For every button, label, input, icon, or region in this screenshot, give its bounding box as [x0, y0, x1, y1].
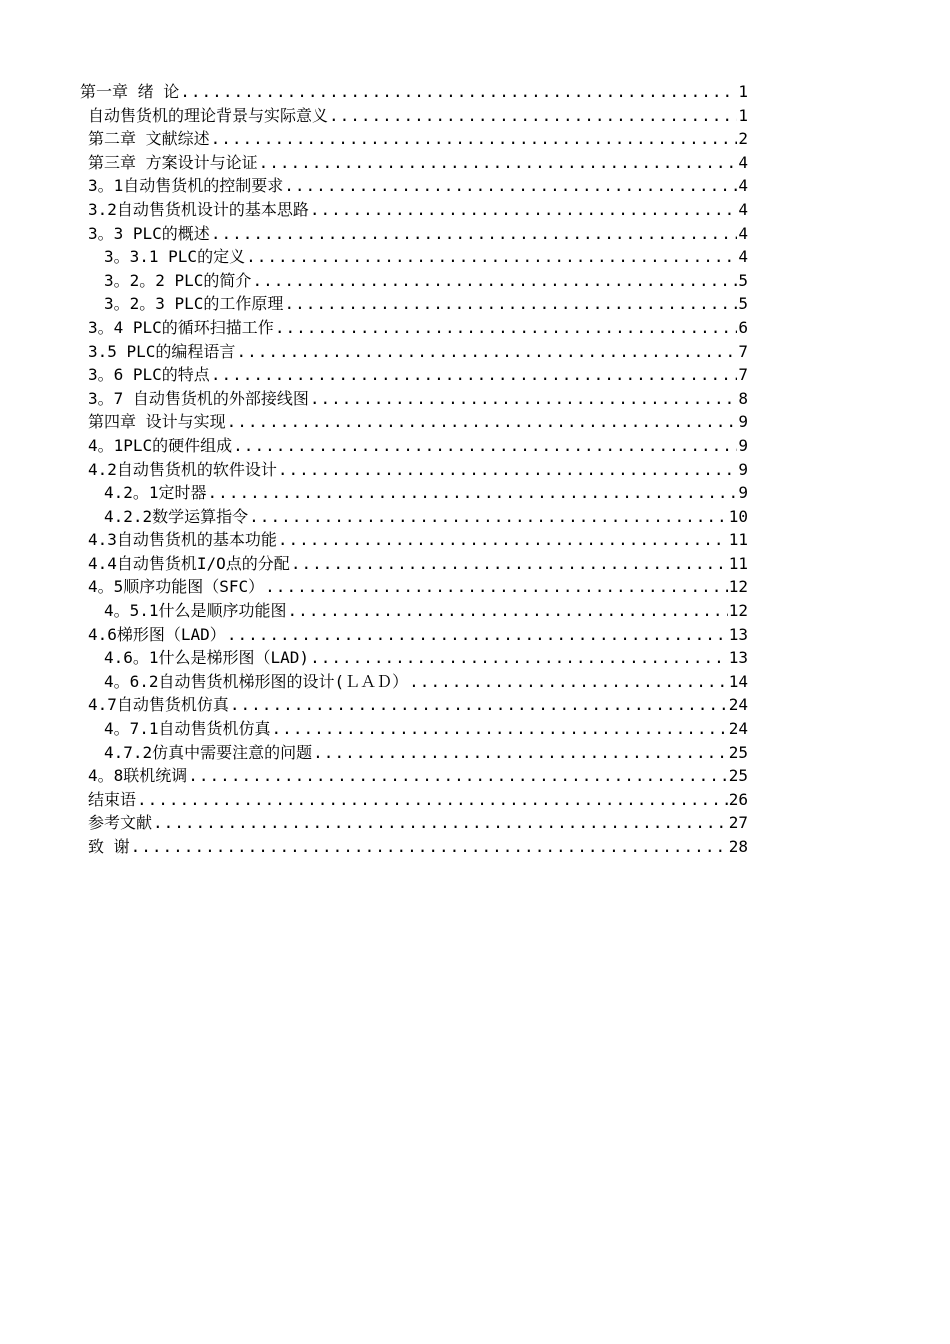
toc-dot-leader	[180, 80, 737, 104]
toc-entry-title: 结束语	[88, 789, 137, 809]
toc-entry[interactable]	[80, 410, 748, 434]
toc-entry-page-number: 9	[738, 412, 748, 432]
toc-entry[interactable]	[80, 434, 748, 458]
toc-entry[interactable]	[80, 717, 748, 741]
table-of-contents	[80, 80, 748, 859]
toc-entry-page-number: 25	[728, 742, 748, 762]
toc-entry[interactable]	[80, 458, 748, 482]
toc-entry-page-number: 4	[738, 199, 748, 219]
toc-entry[interactable]	[80, 811, 748, 835]
toc-dot-leader	[211, 222, 738, 246]
toc-dot-leader	[249, 505, 728, 529]
toc-entry-title: 3。3.1 PLC的定义	[104, 247, 246, 267]
toc-dot-leader	[259, 151, 738, 175]
toc-entry-page-number: 9	[738, 483, 748, 503]
toc-entry[interactable]	[80, 481, 748, 505]
toc-entry-page-number: 26	[728, 789, 748, 809]
toc-entry-title: 3。7 自动售货机的外部接线图	[88, 388, 309, 408]
toc-entry-page-number: 24	[728, 719, 748, 739]
toc-entry[interactable]	[80, 198, 748, 222]
toc-entry-title: 第四章 设计与实现	[88, 412, 226, 432]
toc-dot-leader	[284, 292, 737, 316]
toc-entry-title: 4.2自动售货机的软件设计	[88, 459, 277, 479]
toc-entry[interactable]	[80, 741, 748, 765]
toc-entry-title: 4。7.1自动售货机仿真	[104, 719, 271, 739]
toc-entry-page-number: 24	[728, 695, 748, 715]
toc-dot-leader	[329, 104, 737, 128]
toc-dot-leader	[230, 693, 728, 717]
toc-entry-title: 4.6梯形图（LAD）	[88, 624, 226, 644]
toc-entry-page-number: 2	[738, 129, 748, 149]
toc-dot-leader	[310, 646, 728, 670]
toc-entry-page-number: 11	[728, 530, 748, 550]
toc-entry[interactable]	[80, 174, 748, 198]
toc-dot-leader	[278, 458, 737, 482]
toc-entry-page-number: 4	[738, 176, 748, 196]
toc-dot-leader	[310, 387, 737, 411]
toc-dot-leader	[131, 835, 728, 859]
toc-entry-page-number: 1	[738, 105, 748, 125]
toc-entry-page-number: 10	[728, 506, 748, 526]
toc-entry-page-number: 9	[738, 435, 748, 455]
toc-entry[interactable]	[80, 670, 748, 694]
toc-entry[interactable]	[80, 788, 748, 812]
toc-entry-title: 第二章 文献综述	[88, 129, 210, 149]
toc-dot-leader	[291, 552, 728, 576]
toc-entry[interactable]	[80, 575, 748, 599]
toc-entry[interactable]	[80, 505, 748, 529]
toc-entry-page-number: 6	[738, 317, 748, 337]
toc-entry-title: 4.7.2仿真中需要注意的问题	[104, 742, 313, 762]
toc-dot-leader	[288, 599, 728, 623]
toc-entry-page-number: 1	[738, 82, 748, 101]
toc-entry[interactable]	[80, 340, 748, 364]
toc-entry-page-number: 4	[738, 152, 748, 172]
toc-dot-leader	[137, 788, 728, 812]
toc-dot-leader	[278, 528, 728, 552]
toc-entry[interactable]	[80, 245, 748, 269]
toc-entry-title: 4.4自动售货机I/O点的分配	[88, 553, 290, 573]
toc-dot-leader	[272, 717, 728, 741]
toc-entry[interactable]	[80, 623, 748, 647]
toc-entry-title: 3。1自动售货机的控制要求	[88, 176, 284, 196]
toc-entry-page-number: 7	[738, 365, 748, 385]
toc-entry-page-number: 13	[728, 624, 748, 644]
toc-entry[interactable]	[80, 552, 748, 576]
toc-entry-page-number: 7	[738, 341, 748, 361]
toc-entry-page-number: 13	[728, 648, 748, 668]
toc-entry-page-number: 4	[738, 223, 748, 243]
toc-entry-title: 3。4 PLC的循环扫描工作	[88, 317, 274, 337]
toc-entry-title: 4。8联机统调	[88, 766, 188, 786]
toc-entry[interactable]	[80, 151, 748, 175]
toc-entry-title: 3.2自动售货机设计的基本思路	[88, 199, 309, 219]
toc-entry-title: 4。5顺序功能图（SFC）	[88, 577, 265, 597]
toc-entry[interactable]	[80, 764, 748, 788]
toc-entry[interactable]	[80, 693, 748, 717]
toc-dot-leader	[153, 811, 728, 835]
toc-dot-leader	[227, 410, 738, 434]
toc-entry-title: 4.2。1定时器	[104, 483, 207, 503]
toc-entry-page-number: 8	[738, 388, 748, 408]
toc-dot-leader	[211, 363, 738, 387]
toc-entry-page-number: 5	[738, 270, 748, 290]
toc-dot-leader	[236, 340, 737, 364]
toc-entry[interactable]	[80, 104, 748, 128]
toc-dot-leader	[265, 575, 728, 599]
toc-entry-title: 第一章 绪 论	[80, 82, 180, 101]
toc-entry[interactable]	[80, 387, 748, 411]
toc-entry-title: 第三章 方案设计与论证	[88, 152, 258, 172]
toc-entry-page-number: 4	[738, 247, 748, 267]
toc-entry-title: 4.3自动售货机的基本功能	[88, 530, 277, 550]
toc-entry-page-number: 5	[738, 294, 748, 314]
toc-entry-title: 4.7自动售货机仿真	[88, 695, 229, 715]
toc-dot-leader	[246, 245, 737, 269]
toc-entry-title: 4。5.1什么是顺序功能图	[104, 601, 287, 621]
toc-dot-leader	[211, 127, 738, 151]
toc-entry-title: 3。2。2 PLC的简介	[104, 270, 252, 290]
toc-dot-leader	[188, 764, 727, 788]
toc-entry[interactable]	[80, 528, 748, 552]
toc-entry-title: 4。1PLC的硬件组成	[88, 435, 233, 455]
toc-entry[interactable]	[80, 835, 748, 859]
toc-entry-page-number: 12	[728, 601, 748, 621]
toc-entry-page-number: 28	[728, 837, 748, 856]
toc-entry-page-number: 9	[738, 459, 748, 479]
toc-dot-leader	[227, 623, 728, 647]
toc-entry[interactable]	[80, 316, 748, 340]
toc-entry[interactable]	[80, 292, 748, 316]
toc-dot-leader	[252, 269, 737, 293]
toc-dot-leader	[310, 198, 737, 222]
toc-dot-leader	[208, 481, 738, 505]
toc-entry-page-number: 27	[728, 813, 748, 833]
toc-entry[interactable]	[80, 599, 748, 623]
toc-entry-title: 3.5 PLC的编程语言	[88, 341, 236, 361]
toc-entry[interactable]	[80, 646, 748, 670]
toc-dot-leader	[233, 434, 737, 458]
toc-dot-leader	[409, 670, 728, 694]
toc-entry-title: 4.2.2数学运算指令	[104, 506, 249, 526]
toc-entry-page-number: 11	[728, 553, 748, 573]
toc-entry-title: 致 谢	[88, 837, 130, 856]
toc-entry[interactable]	[80, 269, 748, 293]
toc-dot-leader	[275, 316, 738, 340]
toc-dot-leader	[284, 174, 737, 198]
toc-entry[interactable]	[80, 80, 748, 104]
toc-entry-title: 参考文献	[88, 813, 153, 833]
toc-entry[interactable]	[80, 127, 748, 151]
toc-entry-title: 3。2。3 PLC的工作原理	[104, 294, 284, 314]
toc-entry-page-number: 12	[728, 577, 748, 597]
toc-entry-title: 4。6.2自动售货机梯形图的设计(ＬＡＤ）	[104, 671, 409, 691]
toc-entry-title: 3。3 PLC的概述	[88, 223, 210, 243]
toc-entry-page-number: 25	[728, 766, 748, 786]
toc-dot-leader	[313, 741, 728, 765]
toc-entry-page-number: 14	[728, 671, 748, 691]
toc-entry-title: 3。6 PLC的特点	[88, 365, 210, 385]
toc-entry-title: 4.6。1什么是梯形图（LAD)	[104, 648, 310, 668]
toc-entry[interactable]	[80, 363, 748, 387]
toc-entry[interactable]	[80, 222, 748, 246]
toc-entry-title: 自动售货机的理论背景与实际意义	[88, 105, 329, 125]
